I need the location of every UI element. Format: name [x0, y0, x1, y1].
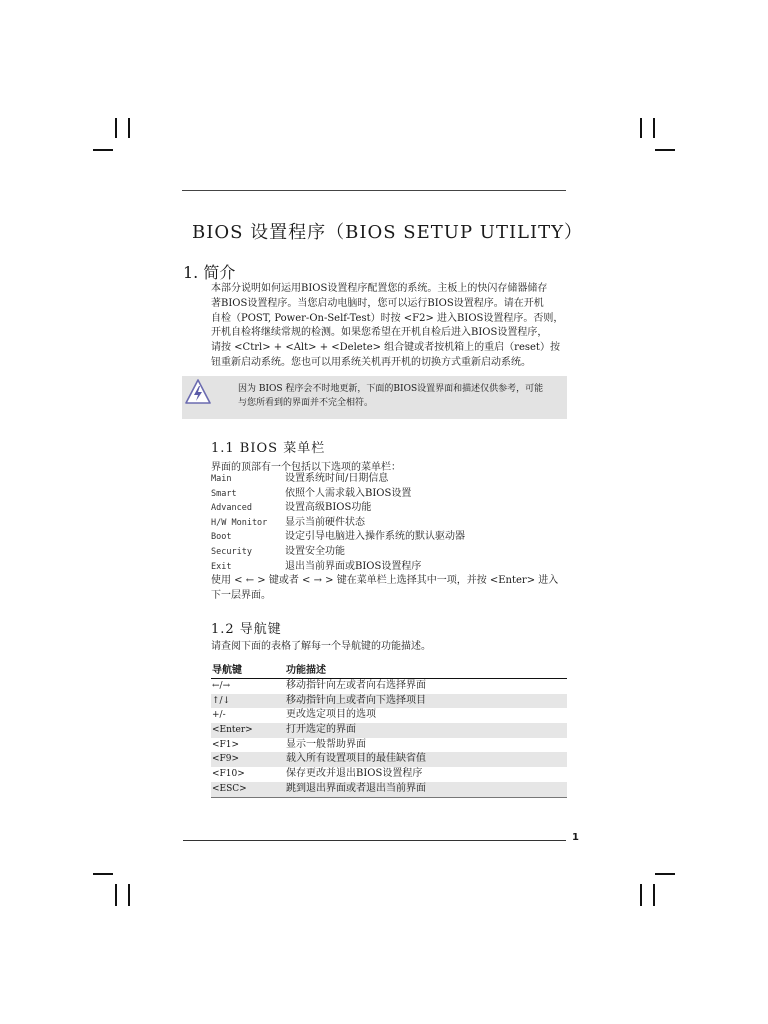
menu-desc: 设置高级BIOS功能 [285, 502, 372, 514]
menu-desc: 依照个人需求载入BIOS设置 [285, 487, 412, 499]
table-row [211, 723, 567, 738]
crop-mark-bottom-left-h [93, 873, 113, 875]
crop-mark-top-right-h [655, 149, 675, 151]
crop-mark-bottom-right-h [655, 873, 675, 875]
menu-key: H/W Monitor [211, 517, 268, 528]
table-row [211, 782, 567, 797]
crop-mark-bottom-right-v2 [653, 884, 655, 906]
note-text [238, 382, 558, 410]
note-line: 因为 BIOS 程序会不时地更新，下面的BIOS设置界面和描述仅供参考，可能 [238, 384, 544, 394]
table-cell-key: +/- [212, 710, 226, 721]
menu-list [211, 472, 465, 574]
page-title: BIOS 设置程序（BIOS SETUP UTILITY） [192, 222, 584, 243]
menu-list-item [211, 560, 465, 575]
table-cell-desc: 移动指针向左或者向右选择界面 [286, 680, 426, 691]
intro-line: 请按 <Ctrl> + <Alt> + <Delete> 组合键或者按机箱上的重启（reset）按 [211, 342, 560, 354]
table-cell-desc: 打开选定的界面 [286, 724, 356, 736]
table-header-key: 导航键 [212, 665, 242, 676]
table-cell-desc: 显示一般帮助界面 [286, 738, 366, 750]
table-cell-key: ←/→ [212, 681, 231, 691]
intro-line: 著BIOS设置程序。当您启动电脑时，您可以运行BIOS设置程序。请在开机 [211, 297, 544, 309]
intro-line: 自检（POST, Power-On-Self-Test）时按 <F2> 进入BIOS设置程序。否则， [211, 312, 564, 324]
crop-mark-top-right-v1 [640, 118, 642, 138]
menu-key: Smart [211, 488, 237, 499]
section-heading-nav-keys: 1.2 导航键 [211, 622, 282, 637]
warning-lightning-icon [184, 378, 212, 406]
note-box [182, 376, 567, 419]
table-cell-key: ↑/↓ [212, 695, 231, 706]
menu-key: Exit [211, 561, 232, 572]
nav-keys-intro: 请查阅下面的表格了解每一个导航键的功能描述。 [211, 641, 431, 652]
table-cell-desc: 更改选定项目的选项 [286, 709, 376, 721]
menu-list-item [211, 530, 465, 545]
crop-mark-top-right-v2 [653, 118, 655, 138]
table-row [211, 767, 567, 782]
intro-line: 钮重新启动系统。您也可以用系统关机再开机的切换方式重新启动系统。 [211, 356, 531, 368]
footer-rule [183, 840, 566, 841]
menu-list-item [211, 501, 465, 516]
page-number: 1 [572, 832, 579, 843]
menu-bar-intro: 界面的顶部有一个包括以下选项的菜单栏： [211, 462, 401, 473]
section-heading-menu-bar: 1.1 BIOS 菜单栏 [211, 441, 326, 456]
crop-mark-bottom-left-v2 [128, 884, 130, 906]
table-cell-key: <F1> [212, 739, 240, 750]
table-cell-desc: 载入所有设置项目的最佳缺省值 [286, 753, 426, 765]
table-bottom-rule [211, 797, 567, 798]
menu-key: Main [211, 474, 232, 484]
menu-desc: 设置安全功能 [285, 545, 345, 557]
table-row [211, 708, 567, 723]
menu-desc: 退出当前界面或BIOS设置程序 [285, 560, 422, 572]
crop-mark-top-left-v1 [115, 118, 117, 138]
menu-list-item [211, 516, 465, 531]
table-cell-key: <F9> [212, 754, 240, 765]
table-header-desc: 功能描述 [286, 665, 326, 676]
section-heading-intro: 1. 简介 [183, 263, 236, 282]
table-cell-key: <Enter> [212, 725, 253, 736]
crop-mark-bottom-right-v1 [640, 884, 642, 906]
table-row [211, 738, 567, 753]
intro-paragraph [211, 282, 568, 371]
note-line: 与您所看到的界面并不完全相符。 [238, 398, 374, 408]
crop-mark-top-left-h [93, 149, 113, 151]
table-cell-desc: 移动指针向上或者向下选择项目 [286, 694, 426, 706]
intro-line: 本部分说明如何运用BIOS设置程序配置您的系统。主板上的快闪存储器储存 [211, 283, 548, 294]
menu-desc: 设置系统时间/日期信息 [285, 473, 389, 484]
table-row [211, 679, 567, 694]
table-row [211, 694, 567, 709]
usage-line: 使用 < ← > 键或者 < → > 键在菜单栏上选择其中一项，并按 <Enter> 进入 [211, 575, 559, 586]
table-cell-desc: 保存更改并退出BIOS设置程序 [286, 768, 423, 780]
table-row [211, 752, 567, 767]
menu-list-item [211, 472, 465, 487]
table-cell-desc: 跳到退出界面或者退出当前界面 [286, 782, 426, 794]
menu-bar-usage-text [211, 574, 568, 603]
menu-key: Security [211, 546, 252, 557]
nav-keys-table [211, 663, 567, 798]
menu-key: Advanced [211, 503, 252, 514]
usage-line: 下一层界面。 [211, 589, 271, 601]
menu-list-item [211, 487, 465, 502]
header-rule [182, 190, 566, 191]
menu-desc: 设定引导电脑进入操作系统的默认驱动器 [285, 531, 465, 543]
crop-mark-top-left-v2 [128, 118, 130, 138]
table-cell-key: <F10> [212, 769, 245, 780]
crop-mark-bottom-left-v1 [115, 884, 117, 906]
menu-list-item [211, 545, 465, 560]
intro-line: 开机自检将继续常规的检测。如果您希望在开机自检后进入BIOS设置程序， [211, 327, 548, 339]
table-cell-key: <ESC> [212, 783, 247, 794]
table-header [211, 663, 567, 679]
menu-desc: 显示当前硬件状态 [285, 516, 365, 528]
menu-key: Boot [211, 532, 232, 543]
